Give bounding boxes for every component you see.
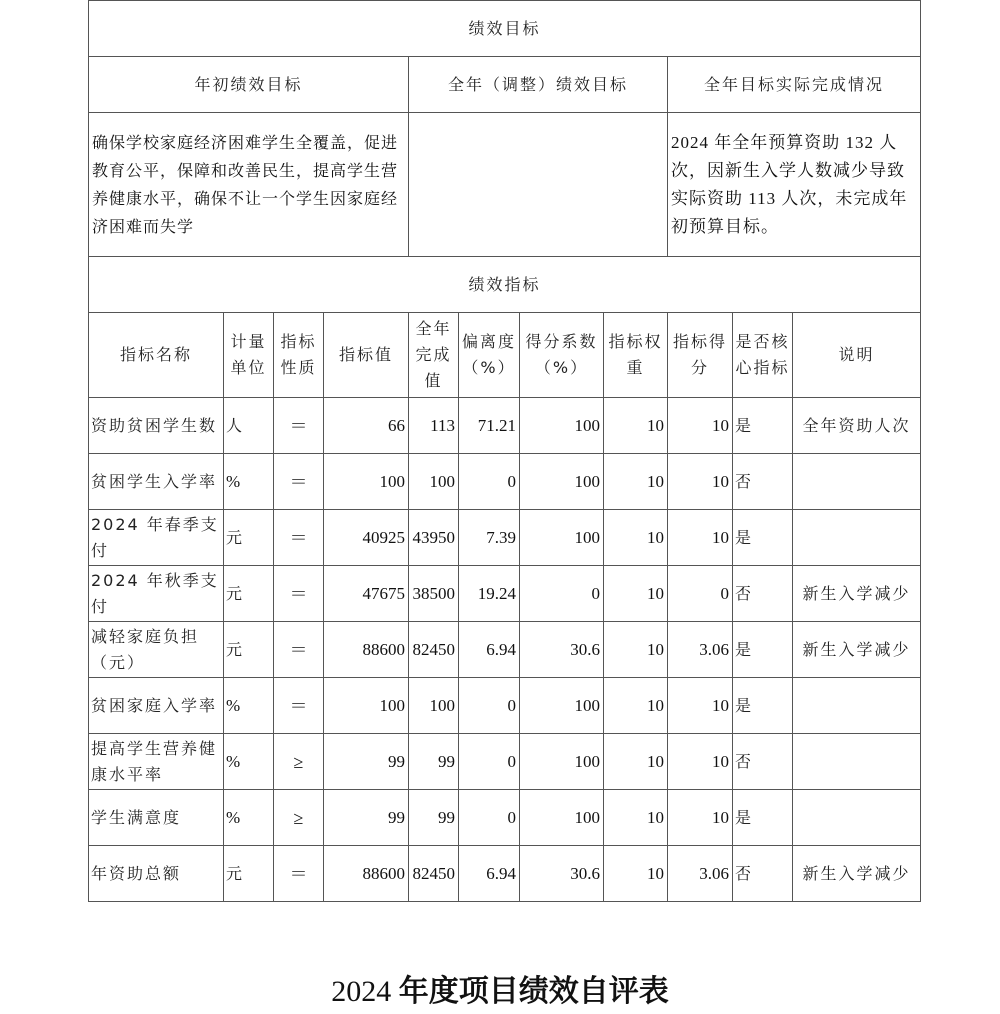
cell-target-value: 100: [324, 678, 409, 734]
col-score-coef: 得分系数（%）: [520, 313, 604, 398]
cell-score: 10: [668, 398, 733, 454]
cell-unit: %: [224, 790, 274, 846]
table-row: [89, 734, 921, 790]
cell-nature: ＝: [274, 846, 324, 902]
cell-target-value: 66: [324, 398, 409, 454]
cell-core-flag: 否: [733, 734, 793, 790]
col-initial-goal: 年初绩效目标: [89, 57, 409, 113]
cell-weight: 10: [604, 790, 668, 846]
cell-indicator-name: 学生满意度: [89, 790, 224, 846]
col-deviation: 偏离度（%）: [459, 313, 520, 398]
cell-indicator-name: 贫困家庭入学率: [89, 678, 224, 734]
cell-deviation: 6.94: [459, 846, 520, 902]
cell-actual-value: 43950: [409, 510, 459, 566]
cell-score-coef: 30.6: [520, 622, 604, 678]
cell-core-flag: 否: [733, 566, 793, 622]
table-row: [89, 846, 921, 902]
cell-actual-value: 38500: [409, 566, 459, 622]
cell-indicator-name: 资助贫困学生数: [89, 398, 224, 454]
table-row: [89, 622, 921, 678]
cell-indicator-name: 年资助总额: [89, 846, 224, 902]
cell-deviation: 0: [459, 678, 520, 734]
cell-score-coef: 100: [520, 734, 604, 790]
cell-unit: %: [224, 454, 274, 510]
cell-note: [793, 790, 921, 846]
cell-unit: 元: [224, 622, 274, 678]
cell-score: 10: [668, 510, 733, 566]
cell-weight: 10: [604, 678, 668, 734]
cell-indicator-name: 提高学生营养健康水平率: [89, 734, 224, 790]
cell-unit: 元: [224, 566, 274, 622]
table-row: [89, 510, 921, 566]
cell-note: 新生入学减少: [793, 566, 921, 622]
col-note: 说明: [793, 313, 921, 398]
cell-deviation: 0: [459, 790, 520, 846]
col-nature: 指标性质: [274, 313, 324, 398]
cell-core-flag: 是: [733, 398, 793, 454]
table-row: [89, 566, 921, 622]
cell-core-flag: 是: [733, 790, 793, 846]
cell-actual-value: 100: [409, 678, 459, 734]
cell-note: [793, 734, 921, 790]
cell-deviation: 7.39: [459, 510, 520, 566]
cell-deviation: 0: [459, 734, 520, 790]
cell-weight: 10: [604, 398, 668, 454]
col-indicator-name: 指标名称: [89, 313, 224, 398]
cell-weight: 10: [604, 622, 668, 678]
cell-target-value: 47675: [324, 566, 409, 622]
cell-unit: 元: [224, 846, 274, 902]
cell-score-coef: 0: [520, 566, 604, 622]
col-unit: 计量单位: [224, 313, 274, 398]
cell-deviation: 0: [459, 454, 520, 510]
cell-weight: 10: [604, 454, 668, 510]
performance-sheet: [88, 0, 920, 902]
cell-core-flag: 否: [733, 846, 793, 902]
cell-nature: ＝: [274, 678, 324, 734]
cell-note: [793, 678, 921, 734]
cell-deviation: 19.24: [459, 566, 520, 622]
col-weight: 指标权重: [604, 313, 668, 398]
cell-unit: 元: [224, 510, 274, 566]
document-title: [0, 966, 1000, 1010]
table-row: [89, 678, 921, 734]
col-adjusted-goal: 全年（调整）绩效目标: [409, 57, 668, 113]
cell-note: [793, 454, 921, 510]
cell-score-coef: 100: [520, 790, 604, 846]
cell-weight: 10: [604, 566, 668, 622]
cell-weight: 10: [604, 510, 668, 566]
cell-indicator-name: 2024 年春季支付: [89, 510, 224, 566]
cell-target-value: 99: [324, 790, 409, 846]
cell-indicator-name: 减轻家庭负担（元）: [89, 622, 224, 678]
cell-target-value: 100: [324, 454, 409, 510]
cell-weight: 10: [604, 846, 668, 902]
document-title-text: 年度项目绩效自评表: [398, 975, 669, 1008]
cell-deviation: 6.94: [459, 622, 520, 678]
col-score: 指标得分: [668, 313, 733, 398]
goals-header: 绩效目标: [89, 1, 921, 57]
indicators-header: 绩效指标: [89, 257, 921, 313]
cell-actual-value: 113: [409, 398, 459, 454]
cell-nature: ≥: [274, 790, 324, 846]
cell-actual-value: 99: [409, 790, 459, 846]
cell-target-value: 88600: [324, 622, 409, 678]
cell-note: 新生入学减少: [793, 846, 921, 902]
cell-score: 3.06: [668, 622, 733, 678]
table-row: [89, 454, 921, 510]
cell-score: 10: [668, 734, 733, 790]
cell-nature: ＝: [274, 510, 324, 566]
cell-score-coef: 100: [520, 510, 604, 566]
cell-unit: %: [224, 678, 274, 734]
cell-nature: ＝: [274, 566, 324, 622]
cell-nature: ≥: [274, 734, 324, 790]
cell-weight: 10: [604, 734, 668, 790]
cell-target-value: 99: [324, 734, 409, 790]
cell-note: 新生入学减少: [793, 622, 921, 678]
cell-core-flag: 是: [733, 510, 793, 566]
cell-unit: 人: [224, 398, 274, 454]
cell-actual-value: 82450: [409, 846, 459, 902]
cell-note: 全年资助人次: [793, 398, 921, 454]
cell-score-coef: 100: [520, 454, 604, 510]
cell-actual-value: 100: [409, 454, 459, 510]
cell-unit: %: [224, 734, 274, 790]
actual-completion-text: 2024 年全年预算资助 132 人次，因新生入学人数减少导致实际资助 113 人次，未完成年初预算目标。: [668, 113, 921, 257]
cell-score-coef: 30.6: [520, 846, 604, 902]
adjusted-goal-text: [409, 113, 668, 257]
col-actual-completion: 全年目标实际完成情况: [668, 57, 921, 113]
cell-target-value: 88600: [324, 846, 409, 902]
cell-nature: ＝: [274, 622, 324, 678]
document-title-year: 2024: [331, 975, 392, 1008]
col-target-value: 指标值: [324, 313, 409, 398]
cell-indicator-name: 2024 年秋季支付: [89, 566, 224, 622]
initial-goal-text: 确保学校家庭经济困难学生全覆盖，促进教育公平，保障和改善民生，提高学生营养健康水平，确保不让一个学生因家庭经济困难而失学: [89, 113, 409, 257]
cell-score: 10: [668, 454, 733, 510]
col-actual-value: 全年完成值: [409, 313, 459, 398]
cell-score-coef: 100: [520, 398, 604, 454]
cell-indicator-name: 贫困学生入学率: [89, 454, 224, 510]
cell-score: 0: [668, 566, 733, 622]
cell-nature: ＝: [274, 398, 324, 454]
cell-score: 10: [668, 790, 733, 846]
cell-actual-value: 82450: [409, 622, 459, 678]
col-core: 是否核心指标: [733, 313, 793, 398]
cell-core-flag: 是: [733, 678, 793, 734]
cell-target-value: 40925: [324, 510, 409, 566]
cell-score: 10: [668, 678, 733, 734]
cell-score: 3.06: [668, 846, 733, 902]
indicators-column-header-row: [89, 313, 921, 398]
table-row: [89, 398, 921, 454]
table-row: [89, 790, 921, 846]
cell-actual-value: 99: [409, 734, 459, 790]
cell-core-flag: 是: [733, 622, 793, 678]
cell-nature: ＝: [274, 454, 324, 510]
cell-note: [793, 510, 921, 566]
cell-score-coef: 100: [520, 678, 604, 734]
performance-table: [88, 0, 921, 902]
cell-core-flag: 否: [733, 454, 793, 510]
cell-deviation: 71.21: [459, 398, 520, 454]
